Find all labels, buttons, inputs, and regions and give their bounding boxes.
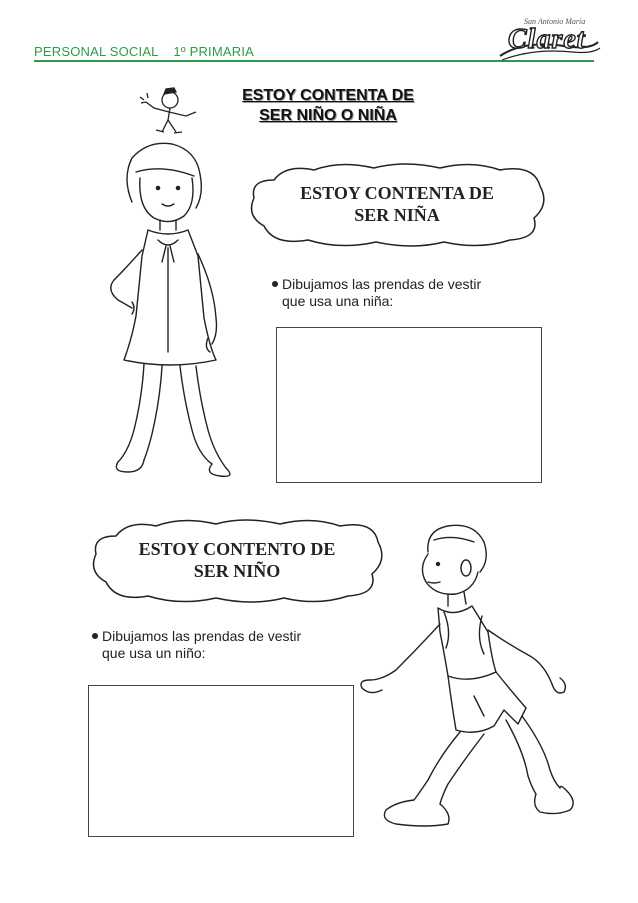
cloud-boy-line1: ESTOY CONTENTO DE bbox=[138, 539, 336, 559]
girl-drawing-area[interactable] bbox=[276, 327, 542, 483]
title-line2: SER NIÑO O NIÑA bbox=[259, 107, 397, 124]
boy-instruction-line2: que usa un niño: bbox=[102, 645, 206, 661]
bullet-icon bbox=[92, 633, 98, 639]
cloud-girl-line2: SER NIÑA bbox=[354, 205, 440, 225]
girl-instruction bbox=[272, 276, 532, 310]
logo-name: Claret bbox=[508, 24, 586, 55]
girl-illustration-icon bbox=[92, 138, 252, 478]
logo-subtitle: San Antonio María bbox=[524, 17, 586, 26]
header-subject-grade bbox=[34, 44, 254, 59]
bullet-icon bbox=[272, 281, 278, 287]
boy-instruction-line1: Dibujamos las prendas de vestir bbox=[102, 628, 302, 644]
cloud-boy-line2: SER NIÑO bbox=[193, 561, 281, 581]
girl-instruction-line1: Dibujamos las prendas de vestir bbox=[282, 276, 482, 292]
boy-instruction bbox=[92, 628, 352, 662]
boy-illustration-icon bbox=[356, 520, 580, 840]
header-grade: 1º PRIMARIA bbox=[173, 44, 255, 59]
page-title bbox=[208, 86, 448, 126]
cloud-boy-text bbox=[108, 538, 366, 582]
boy-drawing-area[interactable] bbox=[88, 685, 354, 837]
title-line1: ESTOY CONTENTA DE bbox=[242, 87, 414, 104]
character-illustration-icon bbox=[134, 86, 200, 138]
girl-instruction-line2: que usa una niña: bbox=[282, 293, 394, 309]
cloud-girl-line1: ESTOY CONTENTA DE bbox=[300, 183, 494, 203]
cloud-girl-text bbox=[262, 182, 532, 226]
header-subject: PERSONAL SOCIAL bbox=[34, 44, 159, 59]
